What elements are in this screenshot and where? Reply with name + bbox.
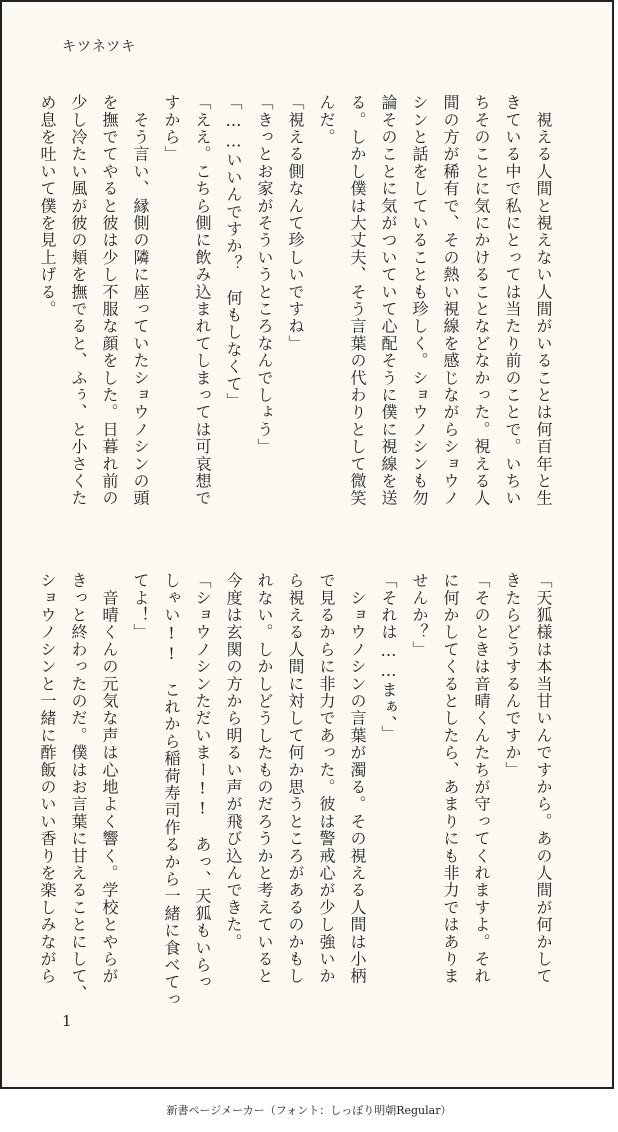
text-column: てよ！」: [131, 572, 150, 641]
running-header: キツネツキ: [62, 39, 137, 55]
text-column: ら視える人間に対して何か思うところがあるのかもし: [286, 572, 305, 985]
text-column: ショウノシンと一緒に酢飯のいい香りを楽しみながら: [38, 572, 57, 985]
text-column: で見るからに非力であった。彼は警戒心が少し強いか: [317, 572, 336, 985]
lower-text-block: [38, 572, 556, 1038]
text-column: 「……いいんですか？ 何もしなくて」: [224, 94, 243, 410]
text-column: 「ええ。こちら側に飲み込まれてしまっては可哀想で: [193, 94, 212, 507]
text-column: きっと終わったのだ。僕はお言葉に甘えることにして、: [69, 572, 88, 1002]
text-column: ちそのことに気にかけることなどなかった。視える人: [472, 94, 491, 507]
text-column: 「天狐様は本当甘いんですから。あの人間が何かして: [534, 572, 553, 985]
footer-caption: 新書ページメーカー（フォント：しっぽり明朝Regular）: [166, 1104, 452, 1117]
page-number: 1: [62, 1012, 72, 1030]
text-column: そう言い、縁側の隣に座っていたショウノシンの頭: [131, 94, 150, 507]
text-column: れない。しかしどうしたものだろうかと考えていると: [255, 572, 274, 985]
text-column: せんか？」: [410, 572, 429, 658]
text-column: すから」: [162, 94, 181, 163]
text-column: んだ。: [317, 94, 336, 146]
text-column: を撫でてやると彼は少し不服な顔をした。日暮れ前の: [100, 94, 119, 507]
text-column: る。しかし僕は大丈夫、そう言葉の代わりとして微笑: [348, 94, 367, 507]
text-column: め息を吐いて僕を見上げる。: [38, 94, 57, 318]
upper-text-block: [38, 94, 556, 560]
text-column: シンと話をしていることも珍しく。ショウノシンも勿: [410, 94, 429, 507]
text-column: 間の方が稀有で、その熱い視線を感じながらショウノ: [441, 94, 460, 507]
text-column: 「ショウノシンただいまー!! あっ、天狐もいらっ: [193, 572, 212, 991]
text-column: 視える人間と視えない人間がいることは何百年と生: [534, 94, 553, 507]
text-column: 「そのときは音晴くんたちが守ってくれますよ。それ: [472, 572, 491, 985]
text-column: しゃい!! これから稲荷寿司作るから一緒に食べてっ: [162, 572, 181, 1008]
text-column: きたらどうするんですか」: [503, 572, 522, 779]
text-column: 今度は玄関の方から明るい声が飛び込んできた。: [224, 572, 243, 951]
text-column: 「きっとお家がそういうところなんでしょう」: [255, 94, 274, 456]
text-column: ショウノシンの言葉が濁る。その視える人間は小柄: [348, 572, 367, 985]
text-column: 音晴くんの元気な声は心地よく響く。学校とやらが: [100, 572, 119, 985]
text-column: 論そのことに気がついていて心配そうに僕に視線を送: [379, 94, 398, 507]
text-column: に何かしてくるとしたら、あまりにも非力ではありま: [441, 572, 460, 985]
text-column: きている中で私にとっては当たり前のことで。いちい: [503, 94, 522, 507]
text-column: 「視える側なんて珍しいですね」: [286, 94, 305, 352]
text-column: 「それは……まぁ、」: [379, 572, 398, 742]
text-column: 少し冷たい風が彼の頬を撫でると、ふぅ、と小さくた: [69, 94, 88, 507]
